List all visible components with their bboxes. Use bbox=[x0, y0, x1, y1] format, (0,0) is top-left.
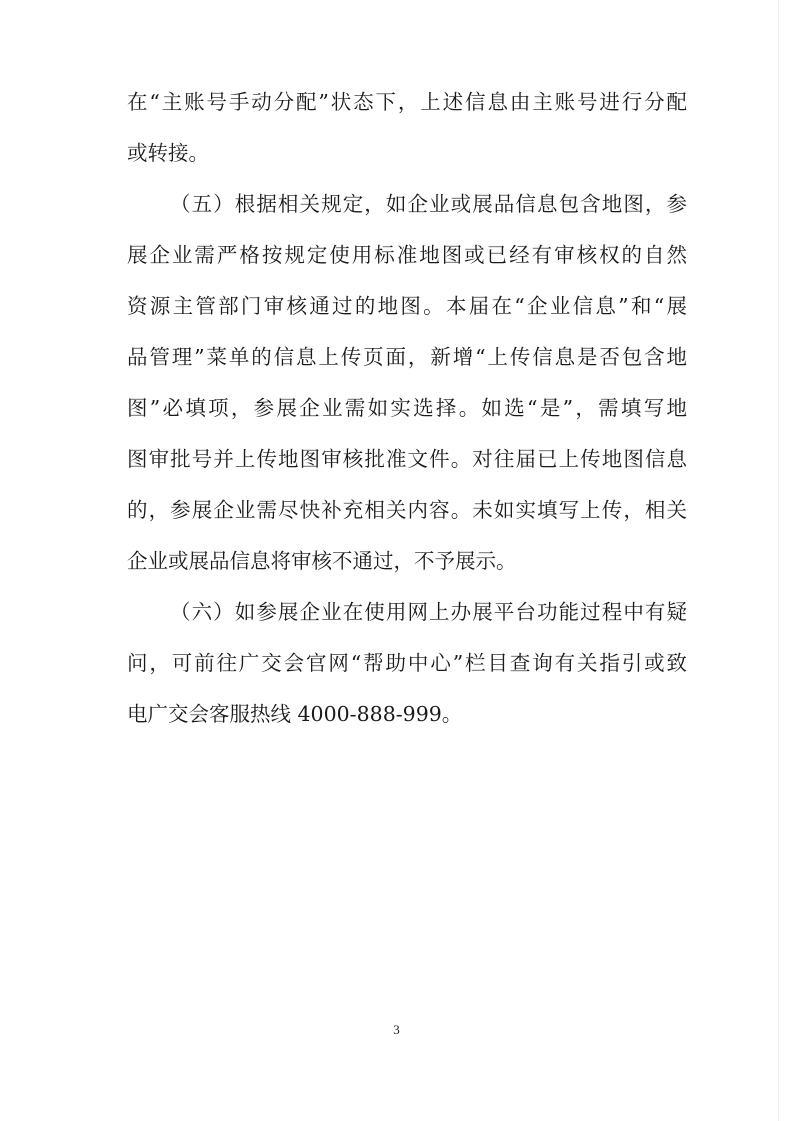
paragraph-5-line-3: 资源主管部门审核通过的地图。本届在“企业信息”和“展 bbox=[127, 294, 687, 318]
paragraph-5-line-2: 展企业需严格按规定使用标准地图或已经有审核权的自然 bbox=[127, 243, 687, 267]
scan-edge-line bbox=[778, 0, 779, 1121]
paragraph-6-line-2: 问，可前往广交会官网“帮助中心”栏目查询有关指引或致 bbox=[127, 651, 687, 675]
paragraph-5-line-6: 图审批号并上传地图审核批准文件。对往届已上传地图信息 bbox=[127, 447, 687, 471]
paragraph-5-line-7: 的，参展企业需尽快补充相关内容。未如实填写上传，相关 bbox=[127, 498, 687, 522]
paragraph-6-line-1: （六）如参展企业在使用网上办展平台功能过程中有疑 bbox=[170, 600, 687, 624]
page-number: 3 bbox=[393, 1022, 400, 1037]
paragraph-5-line-1: （五）根据相关规定，如企业或展品信息包含地图，参 bbox=[170, 192, 687, 216]
paragraph-5-line-4: 品管理”菜单的信息上传页面，新增“上传信息是否包含地 bbox=[127, 345, 687, 369]
paragraph-5-line-5: 图”必填项，参展企业需如实选择。如选“是”，需填写地 bbox=[127, 396, 687, 420]
paragraph-5-line-8: 企业或展品信息将审核不通过，不予展示。 bbox=[127, 549, 517, 573]
paragraph-6-line-3: 电广交会客服热线 4000-888-999。 bbox=[127, 702, 463, 726]
paragraph-4-line-2: 或转接。 bbox=[127, 141, 209, 165]
paragraph-4-line-1: 在“主账号手动分配”状态下，上述信息由主账号进行分配 bbox=[127, 90, 687, 114]
